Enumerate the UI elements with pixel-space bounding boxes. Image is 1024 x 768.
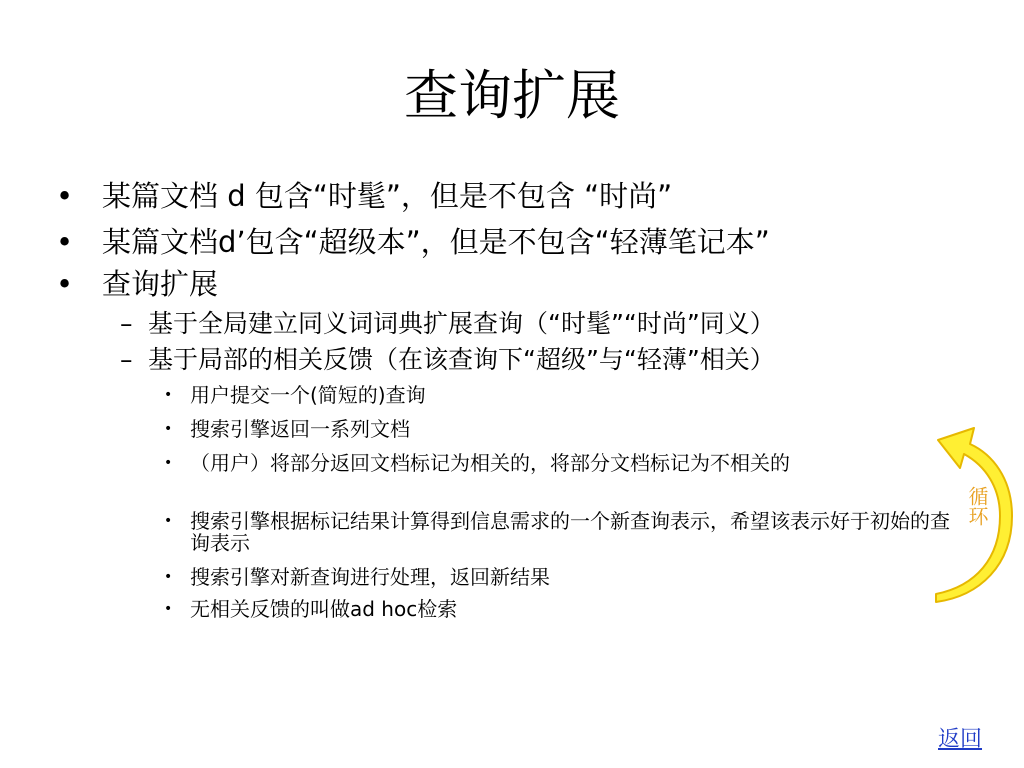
bullet-text: 某篇文档d’包含“超级本”，但是不包含“轻薄笔记本” xyxy=(102,225,770,259)
step-text: 用户提交一个(简短的)查询 xyxy=(190,383,426,407)
bullet-marker: • xyxy=(164,421,173,437)
step-item xyxy=(164,418,960,440)
bullet-marker: • xyxy=(164,387,173,403)
dash-marker: – xyxy=(120,345,133,374)
bullet-marker: • xyxy=(56,267,74,301)
loop-label: 循环 xyxy=(965,486,989,526)
bullet-marker: • xyxy=(164,513,173,529)
bullet-marker: • xyxy=(164,569,173,585)
sub-bullet-text: 基于全局建立同义词词典扩展查询（“时髦”“时尚”同义） xyxy=(148,309,775,338)
step-text: 搜索引擎返回一系列文档 xyxy=(190,417,410,441)
step-item xyxy=(164,452,960,474)
back-link[interactable]: 返回 xyxy=(938,727,983,752)
step-text: 无相关反馈的叫做ad hoc检索 xyxy=(190,597,458,621)
bullet-marker: • xyxy=(56,179,74,213)
step-item xyxy=(164,510,960,554)
bullet-text: 查询扩展 xyxy=(102,267,219,301)
step-text: （用户）将部分返回文档标记为相关的，将部分文档标记为不相关的 xyxy=(190,451,790,475)
bullet-marker: • xyxy=(164,601,173,617)
sub-bullet-text: 基于局部的相关反馈（在该查询下“超级”与“轻薄”相关） xyxy=(148,345,775,374)
step-item xyxy=(164,384,960,406)
bullet-text: 某篇文档 d 包含“时髦”，但是不包含 “时尚” xyxy=(102,179,673,213)
slide-title: 查询扩展 xyxy=(404,64,620,127)
step-text: 搜索引擎对新查询进行处理，返回新结果 xyxy=(190,565,550,589)
step-item xyxy=(164,598,960,620)
bullet-marker: • xyxy=(56,225,74,259)
bullet-marker: • xyxy=(164,455,173,471)
step-text: 搜索引擎根据标记结果计算得到信息需求的一个新查询表示，希望该表示好于初始的查询表示 xyxy=(190,509,950,555)
step-item xyxy=(164,566,960,588)
dash-marker: – xyxy=(120,309,133,338)
